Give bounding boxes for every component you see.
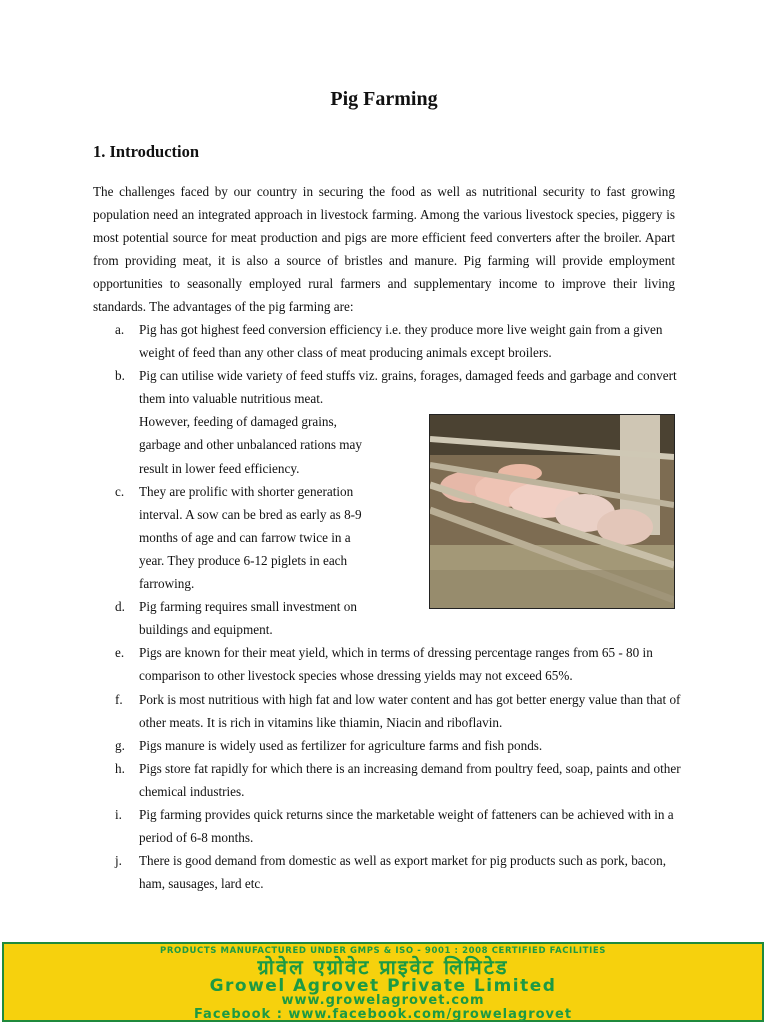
company-name: Growel Agrovet Private Limited	[209, 976, 557, 996]
list-item: g. Pigs manure is widely used as fertilizer for agriculture farms and fish ponds.	[115, 737, 543, 753]
list-item: i. Pig farming provides quick returns since the marketable weight of fatteners can be achieved with in a period of 6-8 months.	[115, 806, 674, 846]
list-item: j. There is good demand from domestic as well as export market for pig products such as pork, bacon, ham, sausages, lard etc.	[115, 853, 666, 892]
section-heading: 1. Introduction	[93, 142, 200, 161]
list-item: e. Pigs are known for their meat yield, which in terms of dressing percentage ranges from 65 - 80 in comparison to other livestock species whose dressing yields may not exceed 65%.	[115, 645, 653, 684]
facebook-url[interactable]: Facebook : www.facebook.com/growelagrovet	[193, 1007, 573, 1022]
list-item: f. Pork is most nutritious with high fat and low water content and has got better energy value than that of other meats. It is rich in vitamins like thiamin, Niacin and riboflavin.	[115, 691, 681, 730]
list-item: b. Pig can utilise wide variety of feed stuffs viz. grains, forages, damaged feeds and garbage and convert them into valuable nutritious meat. However, feeding of damaged grains, garbage and other unbalanced rations may result in lower feed efficiency.	[115, 368, 677, 476]
list-item: a. Pig has got highest feed conversion efficiency i.e. they produce more live weight gain from a given weight of feed than any other class of meat producing animals except broilers.	[115, 322, 663, 361]
list-item: h. Pigs store fat rapidly for which there is an increasing demand from poultry feed, soap, paints and other chemical industries.	[115, 760, 681, 799]
website-url[interactable]: www.growelagrovet.com	[281, 993, 485, 1008]
company-footer-banner	[2, 942, 764, 1022]
certification-line: PRODUCTS MANUFACTURED UNDER GMPS & ISO - 9001 : 2008 CERTIFIED FACILITIES	[160, 946, 606, 956]
list-item: c. They are prolific with shorter generation interval. A sow can be bred as early as 8-9 months of age and can farrow twice in a year. They produce 6-12 piglets in each farrowing.	[115, 483, 362, 592]
list-item: d. Pig farming requires small investment on buildings and equipment.	[115, 599, 357, 638]
pig-pen-illustration	[430, 415, 674, 608]
intro-paragraph: The challenges faced by our country in securing the food as well as nutritional security to fast growing population need an integrated approach in livestock farming. Among the various livestock species, piggery is most potential source for meat production and pigs are more efficient feed converters after the broiler. Apart from providing meat, it is also a source of bristles and manure. Pig farming will provide employment opportunities to seasonally employed rural farmers and supplementary income to improve their living standards. The advantages of the pig farming are:	[93, 184, 675, 315]
page-title: Pig Farming	[330, 88, 438, 110]
pig-pen-photo	[429, 414, 675, 609]
company-name-hindi: ग्रोवेल एग्रोवेट प्राइवेट लिमिटेड	[257, 955, 509, 979]
